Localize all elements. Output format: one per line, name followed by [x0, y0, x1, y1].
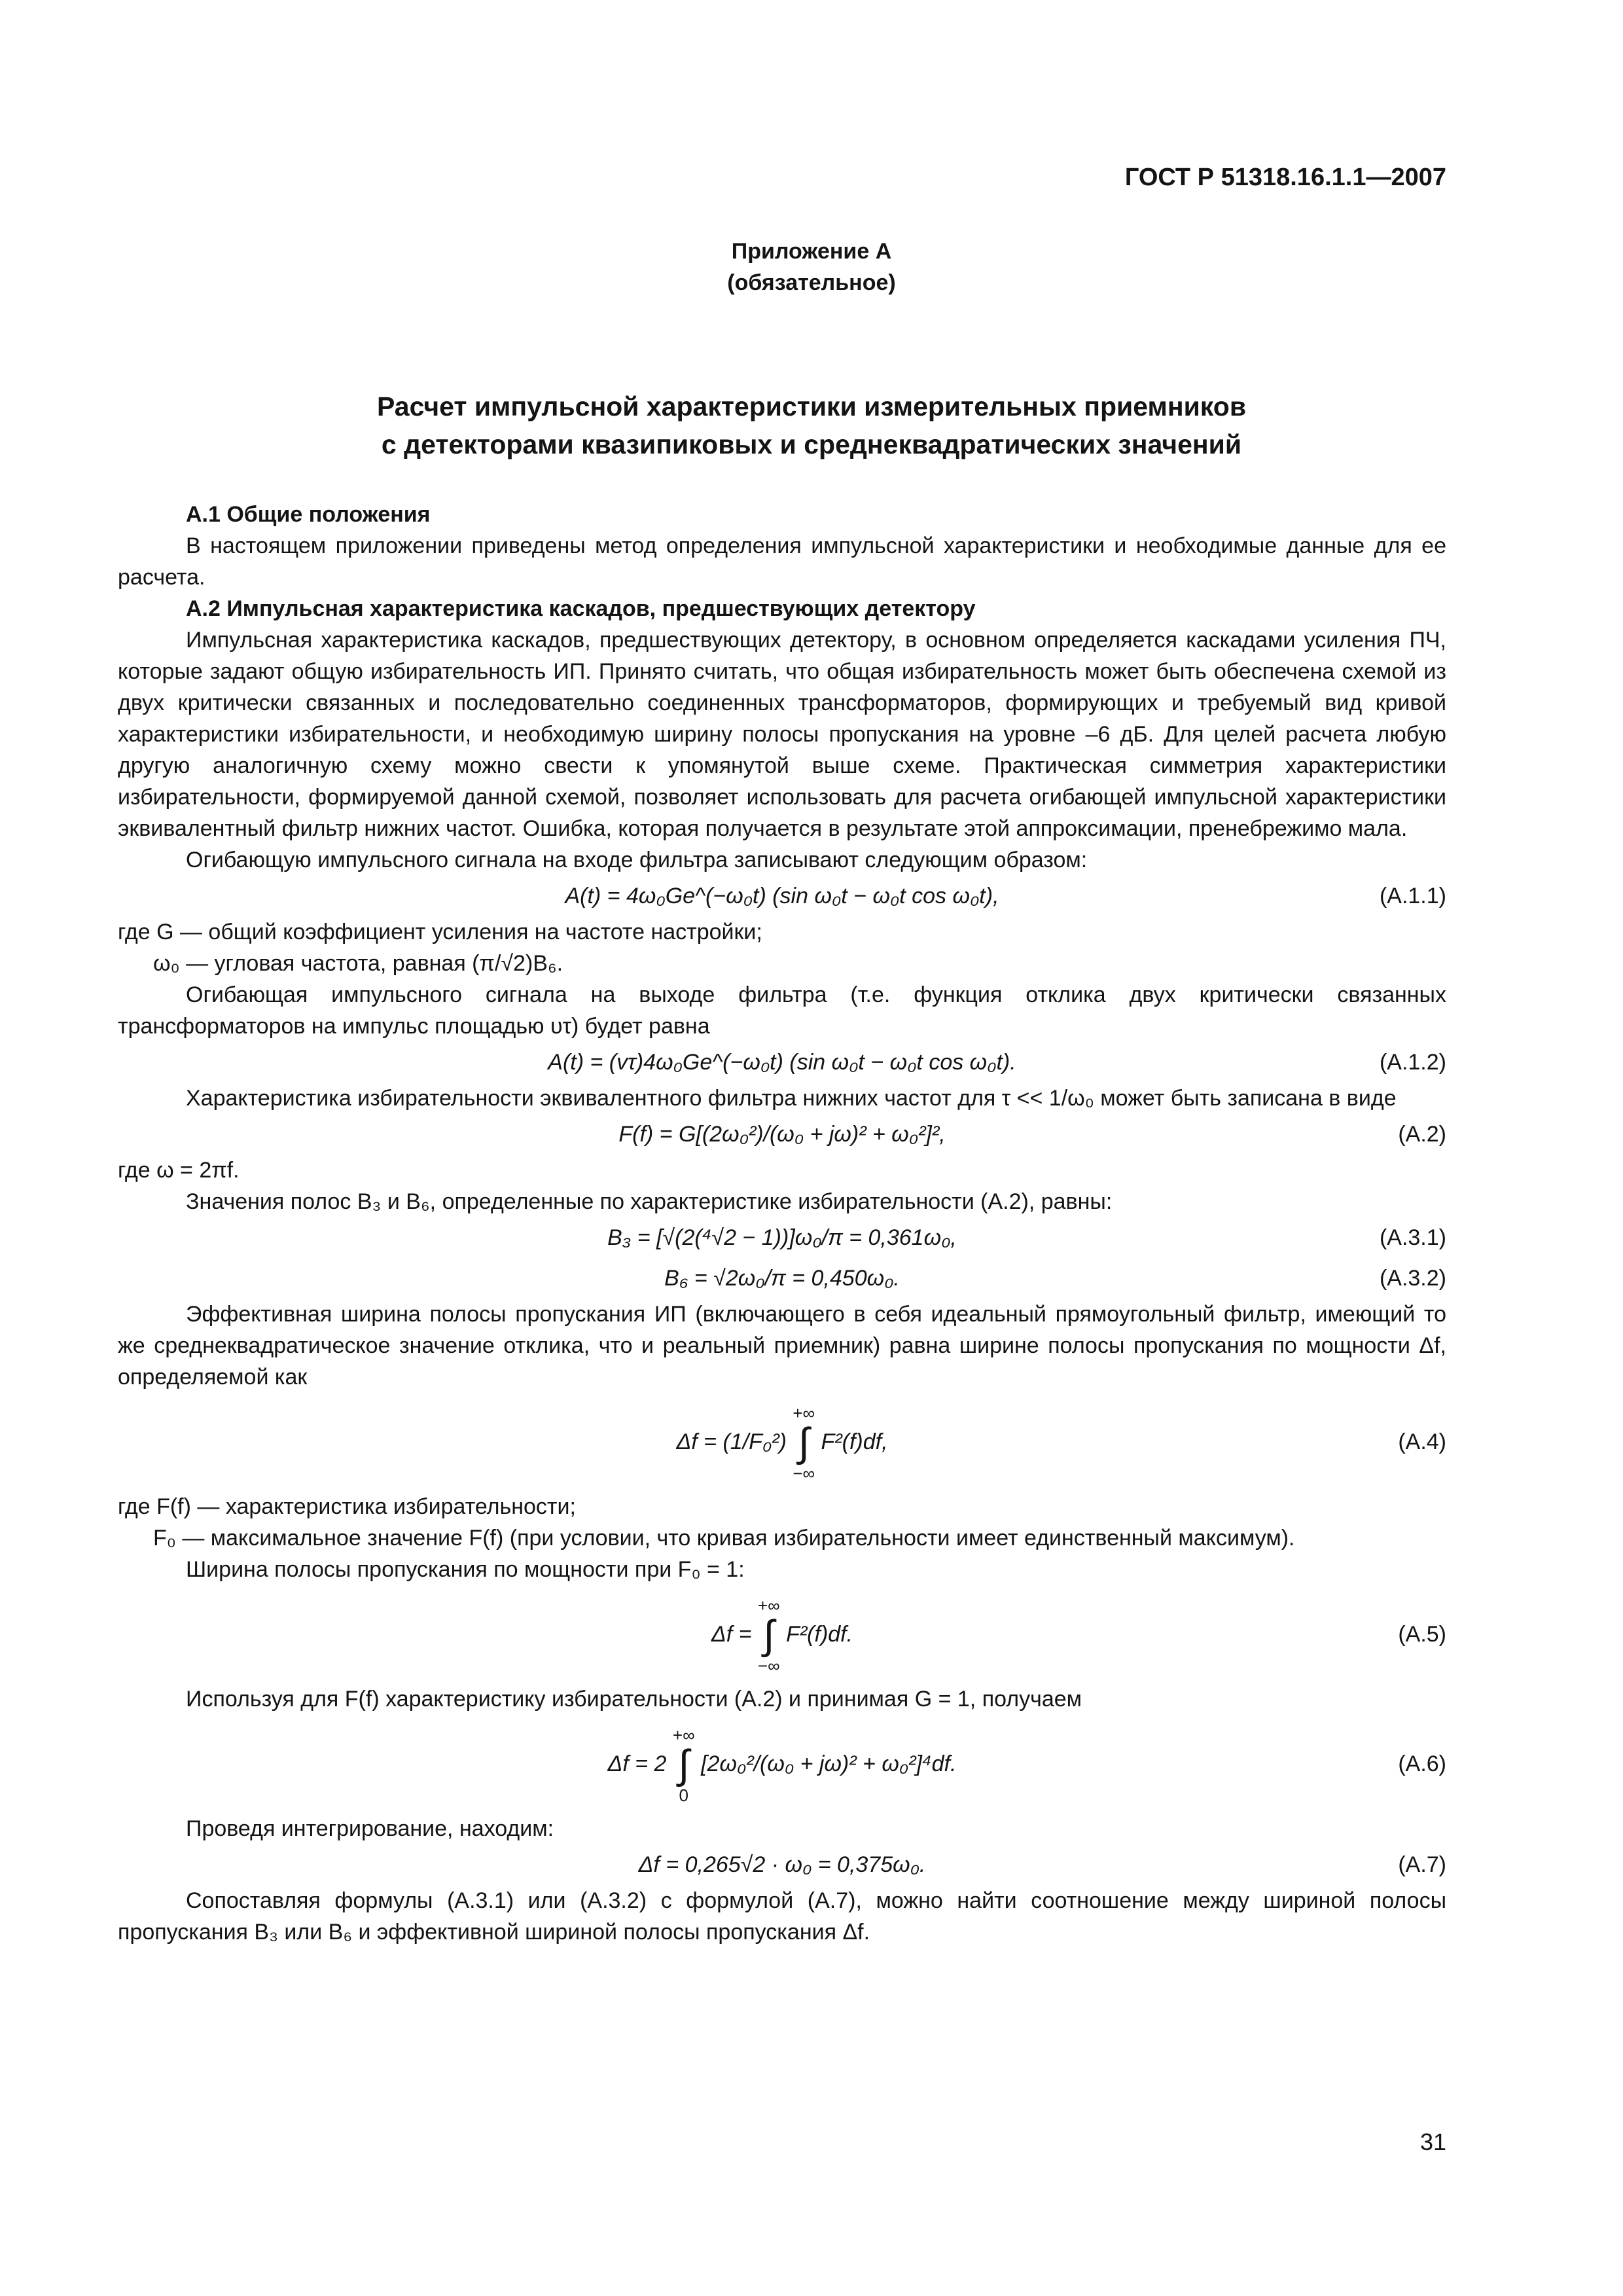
formula-a6	[118, 1715, 1446, 1813]
annex-title	[249, 387, 1374, 463]
formula-a12	[118, 1042, 1446, 1083]
standard-designation: ГОСТ Р 51318.16.1.1—2007	[1124, 164, 1446, 191]
formula-number: (А.1.2)	[1379, 1050, 1446, 1075]
where-clause: ω₀ — угловая частота, равная (π/√2)B₆.	[153, 951, 563, 976]
formula-expression: A(t) = (vτ)4ω₀Ge^(−ω₀t) (sin ω₀t − ω₀t cos ω₀t).	[548, 1050, 1016, 1075]
formula-rhs: F²(f)df,	[821, 1429, 888, 1454]
paragraph: Сопоставляя формулы (А.3.1) или (А.3.2) с формулой (А.7), можно найти соотношение между шириной полосы пропускания B₃ или B₆ и эффективной шириной полосы пропускания Δf.	[118, 1888, 1446, 1945]
paragraph: Эффективная ширина полосы пропускания ИП (включающего в себя идеальный прямоугольный фильтр, имеющий то же среднеквадратическое значение отклика, что и реальный приемник) равна ширине полосы пропускания по мощности Δf, определяемой как	[118, 1302, 1446, 1390]
integral-sign: ∫	[798, 1420, 810, 1466]
formula-number: (А.1.1)	[1379, 884, 1446, 908]
integral-sign: ∫	[763, 1613, 775, 1659]
annex-name: Приложение А	[731, 239, 892, 264]
paragraph: Характеристика избирательности эквивалентного фильтра нижних частот для τ << 1/ω₀ может быть записана в виде	[186, 1086, 1397, 1111]
body-text	[118, 499, 1446, 1948]
formula-expression: F(f) = G[(2ω₀²)/(ω₀ + jω)² + ω₀²]²,	[618, 1122, 946, 1147]
annex-title-line-1: Расчет импульсной характеристики измерительных приемников	[376, 391, 1247, 422]
formula-a2	[118, 1114, 1446, 1155]
integral-lower-limit: 0	[679, 1785, 689, 1806]
formula-a7	[118, 1844, 1446, 1885]
formula-expression: B₃ = [√(2(⁴√2 − 1))]ω₀/π = 0,361ω₀,	[607, 1225, 957, 1250]
where-clause: F₀ — максимальное значение F(f) (при условии, что кривая избирательности имеет единственный максимум).	[153, 1526, 1295, 1551]
where-clause: где F(f) — характеристика избирательности;	[118, 1494, 576, 1519]
paragraph: Ширина полосы пропускания по мощности при F₀ = 1:	[186, 1557, 745, 1582]
section-a2-heading: А.2 Импульсная характеристика каскадов, предшествующих детектору	[186, 596, 976, 621]
formula-lhs: Δf = 2	[607, 1751, 667, 1776]
formula-rhs: [2ω₀²/(ω₀ + jω)² + ω₀²]⁴df.	[701, 1751, 957, 1776]
integral	[758, 1596, 780, 1676]
integral-sign: ∫	[678, 1742, 690, 1788]
formula-number: (А.6)	[1398, 1751, 1446, 1776]
integral-lower-limit: −∞	[757, 1656, 780, 1676]
formula-lhs: Δf = (1/F₀²)	[676, 1429, 787, 1454]
formula-rhs: F²(f)df.	[786, 1622, 853, 1647]
paragraph: Импульсная характеристика каскадов, предшествующих детектору, в основном определяется каскадами усиления ПЧ, которые задают общую избирательность ИП. Принято считать, что общая избирательность может быть обеспечена схемой из двух критически связанных и последовательно соединенных трансформаторов, формирующих и требуемый вид кривой характеристики избирательности, и необходимую ширину полосы пропускания на уровне –6 дБ. Для целей расчета любую другую аналогичную схему можно свести к упомянутой выше схеме. Практическая симметрия характеристики избирательности, формируемой данной схемой, позволяет использовать для расчета огибающей импульсной характеристики эквивалентный фильтр нижних частот. Ошибка, которая получается в результате этой аппроксимации, пренебрежимо мала.	[118, 628, 1446, 841]
integral	[793, 1403, 815, 1483]
paragraph: Огибающая импульсного сигнала на выходе фильтра (т.е. функция отклика двух критически связанных трансформаторов на импульс площадью υτ) будет равна	[118, 982, 1446, 1039]
section-a1-text: В настоящем приложении приведены метод определения импульсной характеристики и необходимые данные для ее расчета.	[118, 533, 1446, 590]
formula-expression: A(t) = 4ω₀Ge^(−ω₀t) (sin ω₀t − ω₀t cos ω₀t),	[565, 884, 999, 908]
integral-upper-limit: +∞	[793, 1403, 815, 1424]
paragraph: Значения полос B₃ и B₆, определенные по характеристике избирательности (А.2), равны:	[186, 1189, 1113, 1214]
formula-expression: Δf = 0,265√2 · ω₀ = 0,375ω₀.	[638, 1852, 926, 1877]
annex-status: (обязательное)	[727, 270, 896, 295]
paragraph: Используя для F(f) характеристику избирательности (А.2) и принимая G = 1, получаем	[186, 1687, 1082, 1712]
integral-lower-limit: −∞	[793, 1463, 815, 1484]
paragraph: Проведя интегрирование, находим:	[186, 1816, 554, 1841]
integral-upper-limit: +∞	[757, 1596, 780, 1616]
formula-number: (А.3.1)	[1379, 1225, 1446, 1250]
formula-a4	[118, 1393, 1446, 1491]
integral	[673, 1725, 695, 1805]
page-number: 31	[1419, 2128, 1446, 2155]
formula-a5	[118, 1585, 1446, 1683]
where-clause: где ω = 2πf.	[118, 1158, 240, 1183]
formula-number: (А.3.2)	[1379, 1266, 1446, 1291]
formula-a11	[118, 876, 1446, 916]
section-a1-heading: А.1 Общие положения	[186, 502, 431, 527]
formula-lhs: Δf =	[711, 1622, 752, 1647]
annex-heading	[589, 236, 1034, 298]
formula-a31	[118, 1217, 1446, 1258]
formula-number: (А.7)	[1398, 1852, 1446, 1877]
paragraph: Огибающую импульсного сигнала на входе фильтра записывают следующим образом:	[186, 848, 1088, 872]
formula-number: (А.4)	[1398, 1429, 1446, 1454]
formula-number: (А.2)	[1398, 1122, 1446, 1147]
where-clause: где G — общий коэффициент усиления на частоте настройки;	[118, 920, 762, 944]
formula-expression: B₆ = √2ω₀/π = 0,450ω₀.	[664, 1266, 900, 1291]
integral-upper-limit: +∞	[672, 1725, 695, 1746]
formula-number: (А.5)	[1398, 1622, 1446, 1647]
formula-a32	[118, 1258, 1446, 1299]
annex-title-line-2: с детекторами квазипиковых и среднеквадратических значений	[381, 429, 1242, 459]
